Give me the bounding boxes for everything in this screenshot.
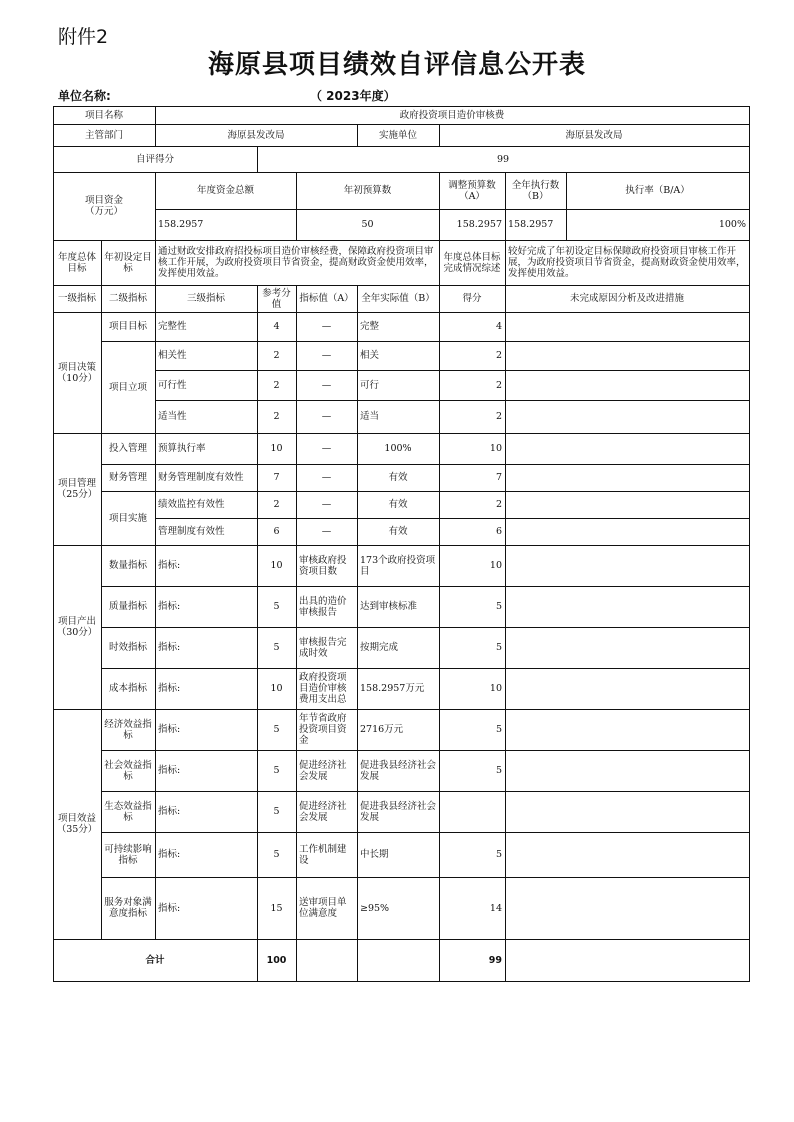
indicator-target: — [321, 379, 332, 391]
total-label: 合计 [145, 954, 165, 966]
table-rule [505, 172, 506, 241]
indicator-analysis [505, 491, 749, 518]
project-name-value: 政府投资项目造价审核费 [399, 109, 505, 121]
indicator-ref: 10 [270, 560, 283, 571]
level2-indicator: 成本指标 [108, 683, 147, 694]
indicator-score [439, 791, 505, 832]
column-header-l1: 一级指标 [57, 293, 96, 304]
indicator-actual: 达到审核标准 [360, 601, 418, 612]
table-rule [53, 545, 102, 546]
indicator-analysis [505, 433, 749, 464]
table-rule [101, 586, 156, 587]
funds-executed: 158.2957 [508, 219, 554, 230]
table-rule [155, 877, 750, 878]
table-rule [155, 627, 750, 628]
table-rule [101, 627, 156, 628]
indicator-actual: 158.2957万元 [360, 683, 425, 694]
level2-indicator: 财务管理 [108, 472, 147, 483]
indicator-actual: 促进我县经济社会发展 [360, 800, 437, 823]
indicator-actual: 有效 [388, 472, 408, 483]
indicator-score: 5 [495, 765, 502, 776]
indicator-ref: 5 [273, 724, 280, 735]
indicator-analysis [505, 791, 749, 832]
indicator-analysis [505, 464, 749, 491]
indicator-ref: 7 [273, 472, 280, 483]
indicator-l3: 相关性 [158, 350, 187, 361]
goal-completion-text: 较好完成了年初设定目标保障政府投资项目审核工作开展，为政府投资项目节省资金，提高财政资金使用效率，发挥使用效益。 [508, 246, 746, 279]
column-header-score: 得分 [462, 293, 482, 304]
table-rule [257, 146, 258, 173]
indicator-score: 2 [495, 499, 502, 510]
indicator-score: 5 [495, 601, 502, 612]
level2-indicator: 服务对象满意度指标 [104, 897, 152, 919]
funds-header-rate: 执行率（B/A） [625, 185, 690, 196]
table-rule [155, 832, 750, 833]
indicator-analysis [505, 709, 749, 750]
indicator-score: 2 [495, 379, 502, 391]
table-rule [101, 877, 156, 878]
table-rule [505, 939, 506, 982]
indicator-target: 促进经济社会发展 [299, 759, 347, 782]
table-rule [749, 106, 750, 982]
funds-label [53, 172, 155, 240]
level2-indicator: 质量指标 [108, 601, 147, 612]
indicator-l3: 完整性 [158, 321, 187, 332]
total-target [296, 939, 357, 981]
table-rule [155, 668, 750, 669]
table-rule [155, 312, 156, 940]
table-rule [505, 240, 506, 286]
table-rule [257, 939, 258, 982]
indicator-ref: 5 [273, 765, 280, 776]
indicator-actual: 适当 [360, 411, 380, 422]
indicator-target: 出具的造价审核报告 [299, 595, 347, 618]
indicator-score: 6 [495, 526, 502, 537]
project-name-label: 项目名称 [84, 109, 123, 121]
total-actual [357, 939, 439, 981]
impl-value: 海原县发改局 [565, 129, 623, 141]
table-rule [53, 312, 102, 313]
indicator-target: 审核政府投资项目数 [299, 554, 347, 577]
indicator-target: — [321, 443, 332, 454]
table-rule [505, 312, 506, 940]
table-rule [101, 668, 156, 669]
level1-indicator: 项目管理（25分） [56, 478, 98, 500]
indicator-score: 10 [489, 560, 502, 571]
table-rule [505, 285, 506, 313]
dept-label: 主管部门 [84, 129, 123, 141]
indicator-ref: 10 [270, 683, 283, 694]
attachment-label: 附件2 [58, 26, 109, 48]
table-rule [296, 285, 297, 313]
indicator-actual: 173个政府投资项目 [360, 554, 436, 577]
level2-indicator: 社会效益指标 [104, 759, 152, 782]
indicator-score: 2 [495, 411, 502, 422]
indicator-score: 10 [489, 683, 502, 694]
indicator-actual: 有效 [388, 526, 408, 537]
level1-indicator: 项目决策（10分） [56, 361, 98, 384]
initial-goal-label: 年初设定目标 [104, 251, 152, 274]
level2-indicator: 可持续影响指标 [104, 843, 152, 866]
indicator-l3: 指标: [158, 560, 181, 571]
column-header-l3: 三级指标 [186, 293, 225, 304]
table-rule [155, 341, 750, 342]
indicator-analysis [505, 341, 749, 370]
indicator-ref: 4 [273, 321, 280, 332]
indicator-target: 送审项目单位满意度 [299, 897, 347, 919]
indicator-target: 工作机制建设 [299, 843, 347, 866]
table-rule [296, 939, 297, 982]
level2-indicator: 项目实施 [108, 512, 147, 524]
indicator-ref: 2 [273, 499, 280, 510]
indicator-actual: 按期完成 [360, 642, 399, 653]
indicator-target: — [321, 411, 332, 422]
table-rule [155, 586, 750, 587]
page-title: 海原县项目绩效自评信息公开表 [207, 50, 586, 80]
indicator-actual: ≥95% [360, 902, 390, 914]
indicator-actual: 2716万元 [360, 724, 404, 735]
table-rule [53, 981, 750, 982]
indicator-l3: 可行性 [158, 379, 187, 391]
indicator-analysis [505, 545, 749, 586]
table-rule [53, 106, 54, 982]
table-rule [101, 285, 102, 313]
unit-name-label: 单位名称: [58, 89, 111, 103]
table-rule [566, 172, 567, 241]
indicator-score: 5 [495, 849, 502, 860]
level1-indicator: 项目效益（35分） [56, 813, 98, 835]
indicator-l3: 适当性 [158, 411, 187, 422]
indicator-l3: 指标: [158, 806, 181, 817]
table-rule [155, 464, 750, 465]
table-rule [101, 750, 156, 751]
indicator-analysis [505, 877, 749, 939]
table-rule [155, 106, 156, 125]
level2-indicator: 生态效益指标 [104, 800, 152, 823]
total-ref: 100 [266, 954, 287, 966]
table-rule [257, 285, 258, 313]
indicator-target: 审核报告完成时效 [299, 636, 347, 659]
indicator-l3: 指标: [158, 765, 181, 776]
total-score: 99 [488, 954, 502, 966]
indicator-ref: 2 [273, 350, 280, 361]
funds-adjusted: 158.2957 [456, 219, 502, 230]
table-rule [257, 312, 258, 940]
table-rule [155, 124, 156, 147]
table-rule [155, 491, 750, 492]
table-rule [439, 285, 440, 313]
table-rule [357, 939, 358, 982]
indicator-score: 4 [495, 321, 502, 332]
funds-header-total: 年度资金总额 [196, 185, 254, 196]
table-rule [101, 240, 102, 286]
table-rule [357, 312, 358, 940]
overall-goal-label: 年度总体目标 [57, 251, 96, 274]
indicator-l3: 指标: [158, 849, 181, 860]
table-rule [155, 400, 750, 401]
table-rule [155, 370, 750, 371]
indicator-l3: 指标: [158, 683, 181, 694]
indicator-target: 促进经济社会发展 [299, 800, 347, 823]
indicator-analysis [505, 668, 749, 709]
self-score-label: 自评得分 [135, 153, 174, 165]
indicator-analysis [505, 586, 749, 627]
table-rule [101, 464, 156, 465]
indicator-actual: 100% [384, 443, 412, 454]
level1-indicator: 项目产出（30分） [56, 616, 98, 638]
table-rule [101, 709, 156, 710]
level2-indicator: 时效指标 [108, 642, 147, 653]
table-rule [155, 791, 750, 792]
column-header-target: 指标值（A） [299, 293, 354, 304]
indicator-analysis [505, 312, 749, 341]
table-rule [439, 124, 440, 147]
indicator-actual: 可行 [360, 379, 380, 391]
indicator-l3: 指标: [158, 724, 181, 735]
table-rule [101, 433, 156, 434]
indicator-ref: 15 [270, 902, 283, 914]
indicator-target: — [321, 526, 332, 537]
level2-indicator: 数量指标 [108, 560, 147, 571]
funds-unit-text: （万元） [84, 206, 123, 217]
indicator-analysis [505, 518, 749, 545]
indicator-target: 年节省政府投资项目资金 [299, 713, 347, 746]
indicator-score: 5 [495, 724, 502, 735]
indicator-ref: 5 [273, 849, 280, 860]
indicator-analysis [505, 750, 749, 791]
table-rule [101, 491, 156, 492]
funds-rate: 100% [718, 219, 746, 230]
table-rule [439, 312, 440, 940]
level2-indicator: 经济效益指标 [104, 718, 152, 741]
indicator-score: 7 [495, 472, 502, 483]
indicator-l3: 绩效监控有效性 [158, 499, 225, 510]
indicator-score: 2 [495, 350, 502, 361]
table-rule [155, 433, 750, 434]
table-rule [101, 312, 156, 313]
table-rule [155, 750, 750, 751]
column-header-l2: 二级指标 [108, 293, 147, 304]
indicator-l3: 指标: [158, 601, 181, 612]
indicator-ref: 5 [273, 806, 280, 817]
table-rule [296, 172, 297, 241]
table-rule [53, 709, 102, 710]
funds-header-executed: 全年执行数（B） [511, 179, 560, 202]
indicator-target: — [321, 472, 332, 483]
table-rule [439, 939, 440, 982]
funds-total: 158.2957 [158, 219, 204, 230]
indicator-ref: 5 [273, 601, 280, 612]
indicator-analysis [505, 832, 749, 877]
indicator-ref: 10 [270, 443, 283, 454]
level2-indicator: 项目立项 [108, 381, 147, 393]
column-header-ref: 参考分值 [262, 287, 291, 310]
indicator-target: — [321, 350, 332, 361]
indicator-analysis [505, 400, 749, 433]
table-rule [155, 709, 750, 710]
indicator-target: 政府投资项目造价审核费用支出总 [299, 672, 347, 705]
funds-label-text: 项目资金 [84, 195, 123, 206]
table-rule [357, 285, 358, 313]
column-header-analysis: 未完成原因分析及改进措施 [569, 293, 684, 304]
indicator-ref: 5 [273, 642, 280, 653]
table-rule [53, 433, 102, 434]
funds-initial: 50 [361, 219, 374, 230]
indicator-actual: 相关 [360, 350, 380, 361]
year-label: （ 2023年度） [310, 89, 396, 103]
table-rule [101, 341, 156, 342]
indicator-ref: 2 [273, 411, 280, 422]
impl-label: 实施单位 [378, 129, 417, 141]
indicator-l3: 预算执行率 [158, 443, 206, 454]
table-rule [155, 518, 750, 519]
indicator-analysis [505, 370, 749, 400]
table-rule [101, 791, 156, 792]
indicator-score: 5 [495, 642, 502, 653]
dept-value: 海原县发改局 [227, 129, 285, 141]
indicator-ref: 6 [273, 526, 280, 537]
indicator-l3: 管理制度有效性 [158, 526, 225, 537]
indicator-analysis [505, 627, 749, 668]
indicator-actual: 完整 [360, 321, 380, 332]
indicator-target: — [321, 499, 332, 510]
table-rule [296, 312, 297, 940]
level2-indicator: 投入管理 [108, 443, 147, 454]
table-rule [155, 545, 750, 546]
indicator-target: — [321, 321, 332, 332]
indicator-l3: 指标: [158, 642, 181, 653]
table-rule [155, 285, 156, 313]
initial-goal-text: 通过财政安排政府招投标项目造价审核经费，保障政府投资项目审核工作开展，为政府投资项目节省资金，提高财政资金使用效率，发挥使用效益。 [158, 246, 434, 279]
self-score-value: 99 [496, 153, 510, 165]
table-rule [101, 545, 156, 546]
total-analysis [505, 939, 749, 981]
indicator-actual: 促进我县经济社会发展 [360, 759, 437, 782]
indicator-l3: 指标: [158, 902, 181, 914]
table-rule [357, 124, 358, 147]
table-rule [439, 240, 440, 286]
column-header-actual: 全年实际值（B） [361, 293, 435, 304]
goal-completion-label: 年度总体目标完成情况综述 [443, 251, 501, 274]
funds-header-adjusted: 调整预算数（A） [448, 179, 496, 202]
indicator-score: 14 [489, 902, 502, 914]
indicator-score: 10 [489, 443, 502, 454]
indicator-actual: 有效 [388, 499, 408, 510]
table-rule [155, 240, 156, 286]
level2-indicator: 项目目标 [108, 321, 147, 332]
table-rule [439, 172, 440, 241]
indicator-ref: 2 [273, 379, 280, 391]
table-rule [101, 832, 156, 833]
funds-header-initial: 年初预算数 [343, 185, 392, 196]
indicator-actual: 中长期 [360, 849, 389, 860]
indicator-l3: 财务管理制度有效性 [158, 472, 244, 483]
